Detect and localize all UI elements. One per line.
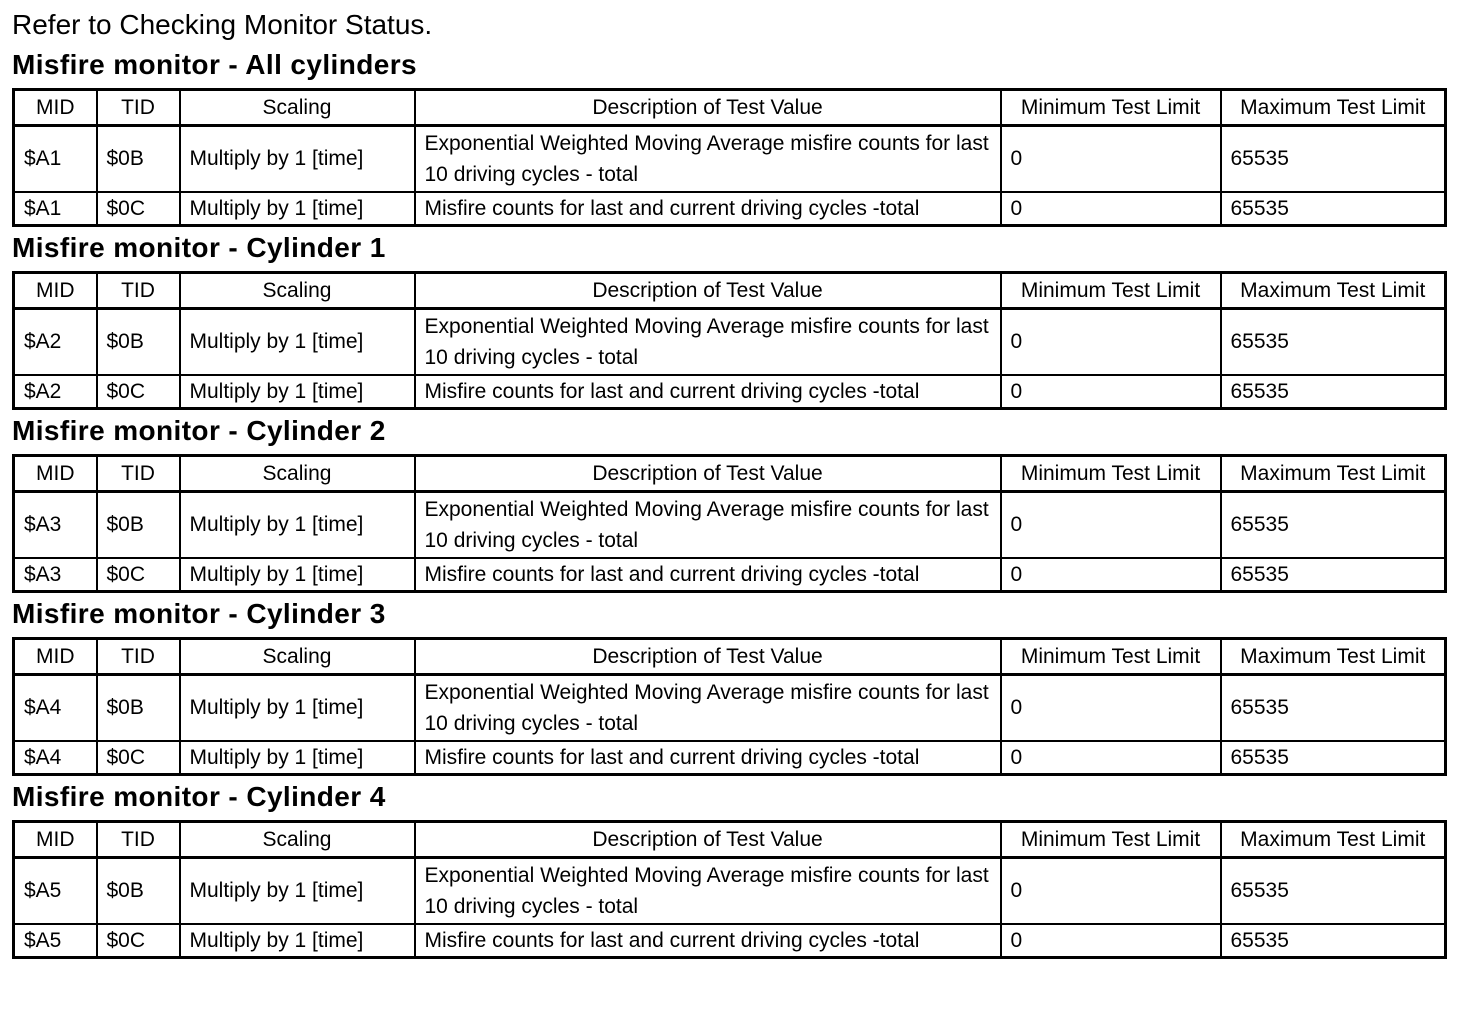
- table-header-row: [14, 822, 1446, 858]
- monitor-table: [12, 88, 1447, 227]
- cell-max: 65535: [1221, 675, 1446, 742]
- table-row: [14, 741, 1446, 775]
- column-header-max: Maximum Test Limit: [1221, 456, 1446, 492]
- cell-scaling: Multiply by 1 [time]: [180, 126, 415, 193]
- cell-max: 65535: [1221, 192, 1446, 226]
- cell-tid: $0B: [97, 858, 180, 925]
- monitor-section: [12, 776, 1444, 959]
- cell-tid: $0C: [97, 192, 180, 226]
- table-row: [14, 192, 1446, 226]
- column-header-min: Minimum Test Limit: [1001, 639, 1221, 675]
- column-header-tid: TID: [97, 822, 180, 858]
- column-header-tid: TID: [97, 273, 180, 309]
- cell-tid: $0C: [97, 375, 180, 409]
- section-title: Misfire monitor - Cylinder 3: [12, 598, 386, 629]
- column-header-scaling: Scaling: [180, 456, 415, 492]
- column-header-description: Description of Test Value: [415, 822, 1001, 858]
- column-header-max: Maximum Test Limit: [1221, 822, 1446, 858]
- cell-tid: $0B: [97, 675, 180, 742]
- cell-max: 65535: [1221, 558, 1446, 592]
- cell-mid: $A4: [14, 675, 97, 742]
- cell-scaling: Multiply by 1 [time]: [180, 375, 415, 409]
- column-header-scaling: Scaling: [180, 822, 415, 858]
- cell-tid: $0C: [97, 924, 180, 958]
- section-title: Misfire monitor - Cylinder 2: [12, 415, 386, 446]
- cell-tid: $0C: [97, 741, 180, 775]
- cell-min: 0: [1001, 858, 1221, 925]
- column-header-mid: MID: [14, 273, 97, 309]
- monitor-section: [12, 227, 1444, 410]
- cell-min: 0: [1001, 558, 1221, 592]
- column-header-min: Minimum Test Limit: [1001, 90, 1221, 126]
- column-header-mid: MID: [14, 639, 97, 675]
- cell-min: 0: [1001, 675, 1221, 742]
- cell-scaling: Multiply by 1 [time]: [180, 558, 415, 592]
- cell-description: Misfire counts for last and current driving cycles -total: [415, 558, 1001, 592]
- cell-mid: $A3: [14, 558, 97, 592]
- cell-mid: $A5: [14, 924, 97, 958]
- cell-description: Exponential Weighted Moving Average misfire counts for last 10 driving cycles - total: [415, 309, 1001, 376]
- cell-min: 0: [1001, 741, 1221, 775]
- column-header-scaling: Scaling: [180, 273, 415, 309]
- table-header-row: [14, 456, 1446, 492]
- table-header-row: [14, 639, 1446, 675]
- cell-tid: $0B: [97, 126, 180, 193]
- section-title: Misfire monitor - Cylinder 4: [12, 781, 386, 812]
- monitor-table: [12, 637, 1447, 776]
- cell-min: 0: [1001, 309, 1221, 376]
- document: [12, 6, 1444, 959]
- table-row: [14, 492, 1446, 559]
- table-row: [14, 126, 1446, 193]
- column-header-tid: TID: [97, 456, 180, 492]
- cell-scaling: Multiply by 1 [time]: [180, 492, 415, 559]
- cell-mid: $A1: [14, 126, 97, 193]
- cell-max: 65535: [1221, 858, 1446, 925]
- cell-mid: $A2: [14, 375, 97, 409]
- column-header-description: Description of Test Value: [415, 639, 1001, 675]
- cell-min: 0: [1001, 492, 1221, 559]
- column-header-mid: MID: [14, 456, 97, 492]
- cell-max: 65535: [1221, 126, 1446, 193]
- column-header-mid: MID: [14, 90, 97, 126]
- sections-container: [12, 44, 1444, 959]
- column-header-description: Description of Test Value: [415, 456, 1001, 492]
- cell-min: 0: [1001, 126, 1221, 193]
- column-header-tid: TID: [97, 639, 180, 675]
- column-header-description: Description of Test Value: [415, 90, 1001, 126]
- column-header-tid: TID: [97, 90, 180, 126]
- cell-scaling: Multiply by 1 [time]: [180, 924, 415, 958]
- cell-description: Exponential Weighted Moving Average misfire counts for last 10 driving cycles - total: [415, 492, 1001, 559]
- cell-tid: $0B: [97, 309, 180, 376]
- cell-min: 0: [1001, 375, 1221, 409]
- cell-description: Exponential Weighted Moving Average misfire counts for last 10 driving cycles - total: [415, 858, 1001, 925]
- column-header-mid: MID: [14, 822, 97, 858]
- monitor-section: [12, 593, 1444, 776]
- cell-description: Exponential Weighted Moving Average misfire counts for last 10 driving cycles - total: [415, 675, 1001, 742]
- table-row: [14, 858, 1446, 925]
- column-header-min: Minimum Test Limit: [1001, 273, 1221, 309]
- cell-max: 65535: [1221, 492, 1446, 559]
- table-row: [14, 558, 1446, 592]
- table-row: [14, 375, 1446, 409]
- monitor-table: [12, 820, 1447, 959]
- monitor-section: [12, 44, 1444, 227]
- cell-max: 65535: [1221, 309, 1446, 376]
- cell-scaling: Multiply by 1 [time]: [180, 675, 415, 742]
- table-row: [14, 675, 1446, 742]
- monitor-table: [12, 271, 1447, 410]
- cell-min: 0: [1001, 192, 1221, 226]
- monitor-section: [12, 410, 1444, 593]
- column-header-min: Minimum Test Limit: [1001, 822, 1221, 858]
- cell-mid: $A3: [14, 492, 97, 559]
- cell-mid: $A1: [14, 192, 97, 226]
- cell-tid: $0C: [97, 558, 180, 592]
- cell-description: Misfire counts for last and current driving cycles -total: [415, 924, 1001, 958]
- cell-tid: $0B: [97, 492, 180, 559]
- cell-scaling: Multiply by 1 [time]: [180, 192, 415, 226]
- table-header-row: [14, 273, 1446, 309]
- column-header-min: Minimum Test Limit: [1001, 456, 1221, 492]
- cell-mid: $A5: [14, 858, 97, 925]
- cell-mid: $A4: [14, 741, 97, 775]
- section-title: Misfire monitor - Cylinder 1: [12, 232, 386, 263]
- column-header-max: Maximum Test Limit: [1221, 273, 1446, 309]
- cell-description: Misfire counts for last and current driving cycles -total: [415, 375, 1001, 409]
- cell-description: Exponential Weighted Moving Average misfire counts for last 10 driving cycles - total: [415, 126, 1001, 193]
- cell-scaling: Multiply by 1 [time]: [180, 741, 415, 775]
- column-header-scaling: Scaling: [180, 639, 415, 675]
- column-header-scaling: Scaling: [180, 90, 415, 126]
- cell-scaling: Multiply by 1 [time]: [180, 858, 415, 925]
- table-header-row: [14, 90, 1446, 126]
- cell-max: 65535: [1221, 375, 1446, 409]
- column-header-max: Maximum Test Limit: [1221, 639, 1446, 675]
- table-row: [14, 309, 1446, 376]
- column-header-max: Maximum Test Limit: [1221, 90, 1446, 126]
- monitor-table: [12, 454, 1447, 593]
- intro-text: Refer to Checking Monitor Status.: [12, 9, 433, 40]
- cell-description: Misfire counts for last and current driving cycles -total: [415, 741, 1001, 775]
- section-title: Misfire monitor - All cylinders: [12, 49, 417, 80]
- cell-description: Misfire counts for last and current driving cycles -total: [415, 192, 1001, 226]
- column-header-description: Description of Test Value: [415, 273, 1001, 309]
- cell-max: 65535: [1221, 741, 1446, 775]
- cell-mid: $A2: [14, 309, 97, 376]
- cell-scaling: Multiply by 1 [time]: [180, 309, 415, 376]
- cell-max: 65535: [1221, 924, 1446, 958]
- table-row: [14, 924, 1446, 958]
- cell-min: 0: [1001, 924, 1221, 958]
